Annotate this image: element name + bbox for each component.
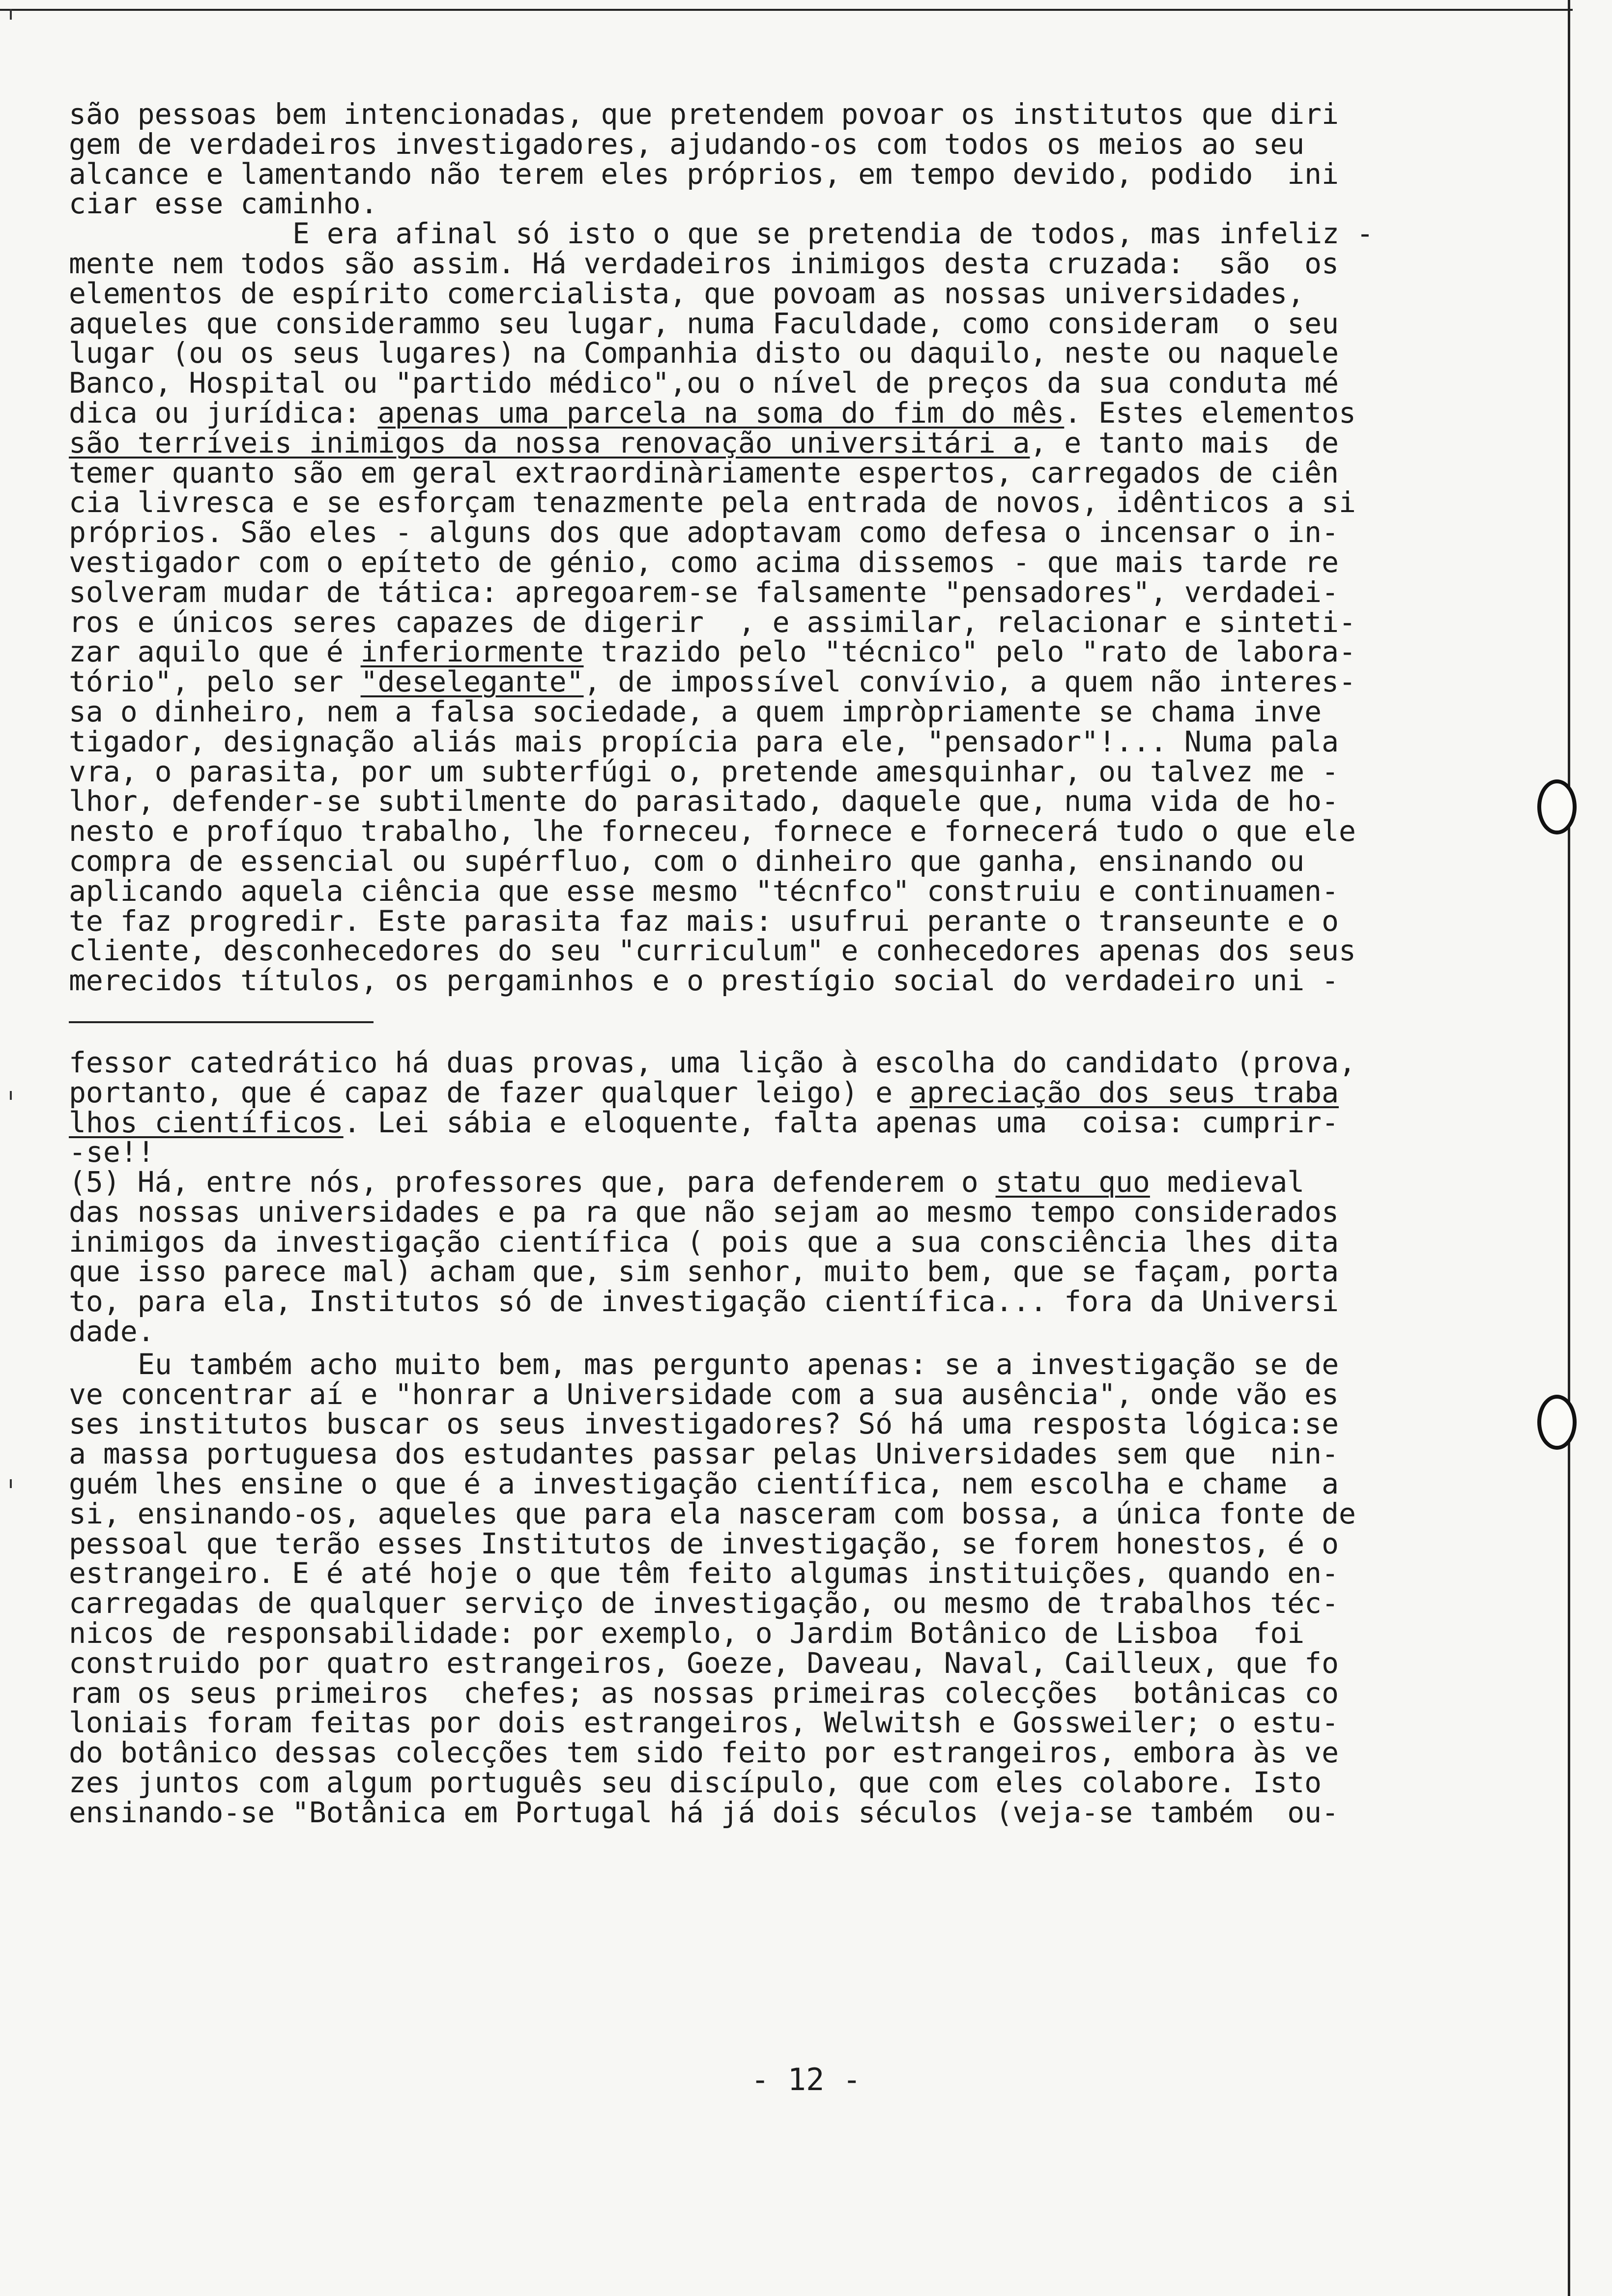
text-line: carregadas de qualquer serviço de investigação, ou mesmo de trabalhos téc- (69, 1586, 1339, 1620)
text-line: lugar (ou os seus lugares) na Companhia disto ou daquilo, neste ou naquele (69, 336, 1339, 370)
text-line: to, para ela, Institutos só de investigação científica... fora da Universi (69, 1285, 1339, 1319)
page-top-border (0, 9, 1573, 11)
text-line: temer quanto são em geral extraordinàriamente espertos, carregados de ciên (69, 456, 1339, 489)
text-line: mente nem todos são assim. Há verdadeiros inimigos desta cruzada: são os (69, 246, 1339, 280)
underlined-text: são terríveis inimigos da nossa renovação universitári a (69, 426, 1030, 459)
footnote-separator (69, 1021, 374, 1023)
continuation-text (69, 1349, 1558, 1828)
underlined-text: apenas uma parcela na soma do fim do mês (377, 396, 1065, 430)
text-line: cia livresca e se esforçam tenazmente pela entrada de novos, idênticos a si (69, 486, 1356, 519)
text-line: solveram mudar de tática: apregoarem-se falsamente "pensadores", verdadei- (69, 575, 1339, 609)
text-segment: zar aquilo que é (69, 635, 361, 669)
margin-mark (10, 9, 12, 20)
text-line: nicos de responsabilidade: por exemplo, o Jardim Botânico de Lisboa foi (69, 1616, 1305, 1650)
underlined-text: inferiormente (360, 635, 584, 669)
text-line: gem de verdadeiros investigadores, ajudando-os com todos os meios ao seu (69, 127, 1305, 161)
margin-mark (10, 1091, 12, 1100)
text-line (69, 1167, 1558, 1197)
text-line: -se!! (69, 1135, 155, 1169)
text-line: Eu também acho muito bem, mas pergunto apenas: se a investigação se de (138, 1347, 1339, 1381)
text-line: cliente, desconhecedores do seu "curriculum" e conhecedores apenas dos seus (69, 934, 1356, 968)
text-segment: , de impossível convívio, a quem não interes- (583, 665, 1356, 699)
text-line (69, 1075, 1558, 1109)
text-line: aqueles que considerammo seu lugar, numa Faculdade, como consideram o seu (69, 306, 1339, 340)
text-line: ensinando-se "Botânica em Portugal há já dois séculos (veja-se também ou- (69, 1795, 1339, 1829)
text-segment: dica ou jurídica: (69, 396, 378, 430)
text-segment: , e tanto mais de (1030, 426, 1339, 459)
text-segment: tório", pelo ser (69, 665, 361, 699)
text-line: próprios. São eles - alguns dos que adoptavam como defesa o incensar o in- (69, 516, 1339, 549)
text-line: vra, o parasita, por um subterfúgi o, pretende amesquinhar, ou talvez me - (69, 754, 1339, 788)
underlined-text: apreciação dos seus traba (910, 1075, 1339, 1109)
text-line: merecidos títulos, os pergaminhos e o prestígio social do verdadeiro uni - (69, 964, 1339, 998)
text-line: estrangeiro. E é até hoje o que têm feito algumas instituições, quando en- (69, 1556, 1339, 1590)
page-right-border (1568, 0, 1570, 2296)
body-text (69, 99, 1558, 996)
text-line: loniais foram feitas por dois estrangeiros, Welwitsh e Gossweiler; o estu- (69, 1706, 1339, 1740)
text-line: são pessoas bem intencionadas, que pretendem povoar os institutos que diri (69, 97, 1339, 131)
text-line: elementos de espírito comercialista, que povoam as nossas universidades, (69, 276, 1305, 310)
text-line: ve concentrar aí e "honrar a Universidade com a sua ausência", onde vão es (69, 1377, 1339, 1411)
text-line: construido por quatro estrangeiros, Goeze, Daveau, Naval, Cailleux, que fo (69, 1646, 1339, 1680)
text-line: dade. (69, 1315, 155, 1349)
text-segment: . Estes elementos (1064, 396, 1356, 430)
text-segment: trazido pelo "técnico" pelo "rato de labora- (583, 635, 1356, 669)
text-line: inimigos da investigação científica ( pois que a sua consciência lhes dita (69, 1225, 1339, 1259)
text-line (69, 398, 1558, 428)
text-line: do botânico dessas colecções tem sido feito por estrangeiros, embora às ve (69, 1736, 1339, 1770)
text-line: Banco, Hospital ou "partido médico",ou o nível de preços da sua conduta mé (69, 366, 1339, 400)
text-line: vestigador com o epíteto de génio, como acima dissemos - que mais tarde re (69, 545, 1339, 579)
text-line: a massa portuguesa dos estudantes passar pelas Universidades sem que nin- (69, 1437, 1339, 1471)
text-line: nesto e profíquo trabalho, lhe forneceu, fornece e fornecerá tudo o que ele (69, 814, 1356, 848)
text-line: ciar esse caminho. (69, 187, 378, 221)
text-line (69, 1105, 1558, 1139)
underlined-text: "deselegante" (360, 665, 584, 699)
margin-mark (10, 1479, 12, 1488)
text-line: zes juntos com algum português seu discípulo, que com eles colabore. Isto (69, 1766, 1322, 1800)
text-line: pessoal que terão esses Institutos de investigação, se forem honestos, é o (69, 1526, 1339, 1560)
page-content (69, 99, 1558, 1828)
text-line: alcance e lamentando não terem eles próprios, em tempo devido, podido ini (69, 157, 1339, 191)
text-line: lhor, defender-se subtilmente do parasitado, daquele que, numa vida de ho- (69, 784, 1339, 818)
text-line (69, 637, 1558, 667)
text-line: ses institutos buscar os seus investigadores? Só há uma resposta lógica:se (69, 1407, 1339, 1441)
text-line: ros e únicos seres capazes de digerir , e assimilar, relacionar e sinteti- (69, 605, 1356, 639)
text-segment: (5) Há, entre nós, professores que, para defenderem o (69, 1165, 996, 1199)
text-segment: . Lei sábia e eloquente, falta apenas uma coisa: cumprir- (343, 1105, 1339, 1139)
text-line: fessor catedrático há duas provas, uma lição à escolha do candidato (prova, (69, 1045, 1356, 1079)
underlined-text: statu quo (995, 1165, 1150, 1199)
text-line: compra de essencial ou supérfluo, com o dinheiro que ganha, ensinando ou (69, 844, 1305, 878)
text-line: das nossas universidades e pa ra que não sejam ao mesmo tempo considerados (69, 1195, 1339, 1229)
text-segment: medieval (1150, 1165, 1305, 1199)
underlined-text: lhos científicos (69, 1105, 344, 1139)
text-line: E era afinal só isto o que se pretendia de todos, mas infeliz - (292, 217, 1374, 251)
text-line (69, 667, 1558, 697)
text-line: guém lhes ensine o que é a investigação científica, nem escolha e chame a (69, 1467, 1339, 1501)
page-number: - 12 - (751, 2062, 861, 2097)
text-line: te faz progredir. Este parasita faz mais: usufrui perante o transeunte e o (69, 904, 1339, 938)
text-line: tigador, designação aliás mais propícia para ele, "pensador"!... Numa pala (69, 724, 1339, 758)
text-line: que isso parece mal) acham que, sim senhor, muito bem, que se façam, porta (69, 1255, 1339, 1289)
text-line (69, 428, 1558, 458)
text-segment: portanto, que é capaz de fazer qualquer leigo) e (69, 1075, 910, 1109)
text-line: aplicando aquela ciência que esse mesmo "técnfco" construiu e continuamen- (69, 874, 1339, 908)
text-line: si, ensinando-os, aqueles que para ela nasceram com bossa, a única fonte de (69, 1496, 1356, 1530)
text-line: ram os seus primeiros chefes; as nossas primeiras colecções botânicas co (69, 1676, 1339, 1710)
text-line: sa o dinheiro, nem a falsa sociedade, a quem impròpriamente se chama inve (69, 694, 1322, 728)
footnotes (69, 1045, 1558, 1349)
